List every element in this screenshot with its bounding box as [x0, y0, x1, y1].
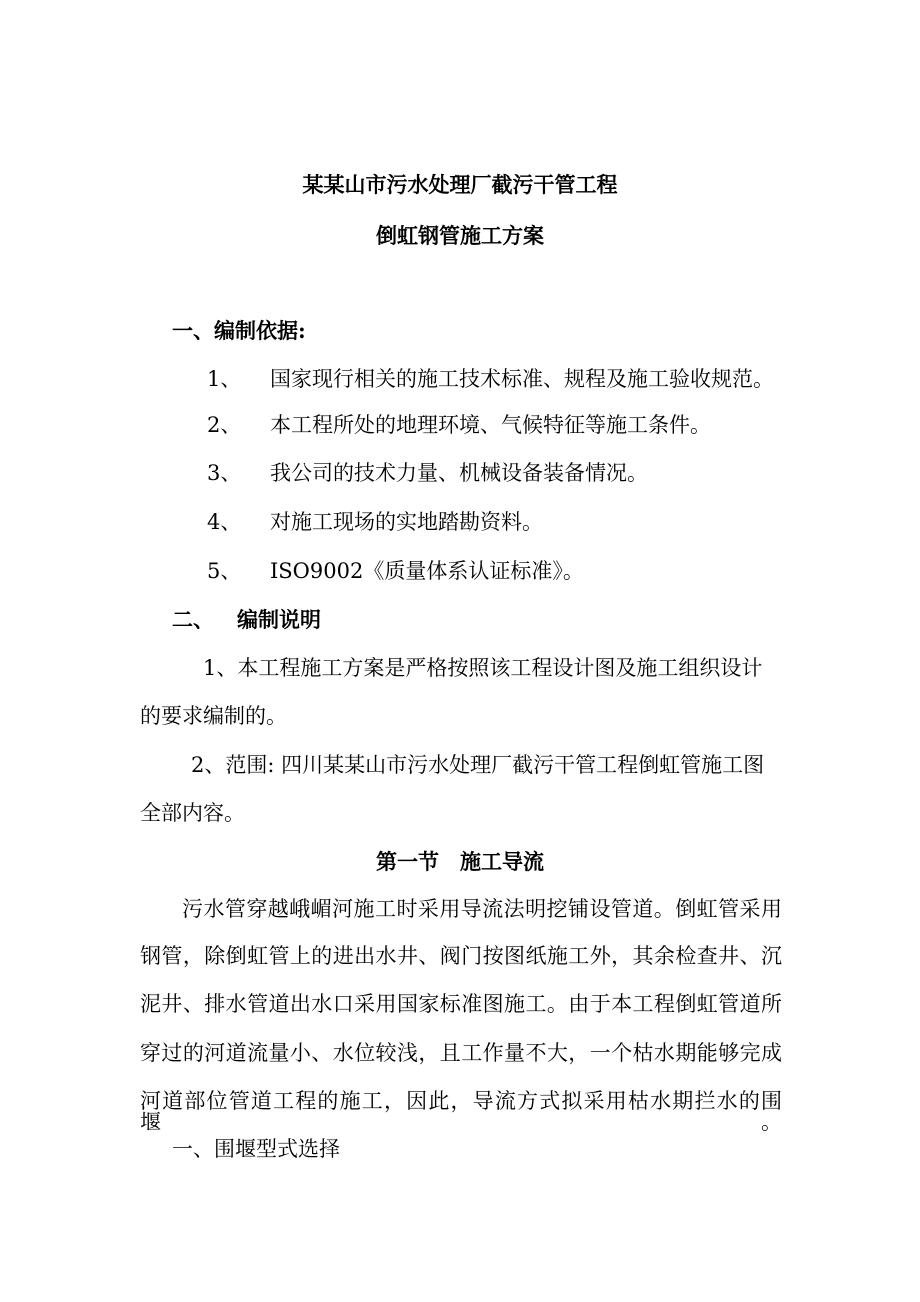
list-item-number: 4、	[207, 510, 242, 534]
list-item-number: 2、	[207, 413, 242, 437]
section1-heading: 一、编制依据:	[172, 318, 306, 343]
paragraph-line: 穿过的河道流量小、水位较浅，且工作量不大，一个枯水期能够完成	[140, 1041, 782, 1065]
document-title-line2: 倒虹钢管施工方案	[376, 223, 544, 248]
list-item-number: 3、	[207, 461, 242, 485]
paragraph-line: 污水管穿越峨嵋河施工时采用导流法明挖铺设管道。倒虹管采用	[182, 897, 782, 921]
document-title-line1: 某某山市污水处理厂截污干管工程	[302, 172, 618, 197]
paragraph-line: 河道部位管道工程的施工，因此，导流方式拟采用枯水期拦水的围堰。	[140, 1089, 782, 1134]
paragraph-line: 钢管，除倒虹管上的进出水井、阀门按图纸施工外，其余检查井、沉	[140, 944, 782, 968]
list-item-number: 5、	[207, 559, 242, 583]
list-item-text: 国家现行相关的施工技术标准、规程及施工验收规范。	[270, 367, 774, 391]
chapter1-heading: 第一节 施工导流	[376, 849, 544, 874]
section2-paragraph1-line2: 的要求编制的。	[140, 704, 287, 728]
chapter1-subheading: 一、围堰型式选择	[172, 1137, 340, 1161]
list-item-text: 对施工现场的实地踏勘资料。	[270, 510, 543, 534]
list-item-text: 本工程所处的地理环境、气候特征等施工条件。	[270, 413, 711, 437]
section2-heading-number: 二、	[172, 607, 214, 632]
list-item-text: 我公司的技术力量、机械设备装备情况。	[270, 461, 648, 485]
section2-paragraph2-line1: 2、范围: 四川某某山市污水处理厂截污干管工程倒虹管施工图	[191, 753, 765, 777]
list-item-text: ISO9002《质量体系认证标准》。	[270, 559, 584, 583]
section2-paragraph1-line1: 1、本工程施工方案是严格按照该工程设计图及施工组织设计	[203, 656, 763, 680]
section2-paragraph2-line2: 全部内容。	[140, 801, 245, 825]
section2-heading-text: 编制说明	[237, 607, 321, 632]
list-item-number: 1、	[207, 367, 242, 391]
paragraph-line: 泥井、排水管道出水口采用国家标准图施工。由于本工程倒虹管道所	[140, 992, 782, 1016]
